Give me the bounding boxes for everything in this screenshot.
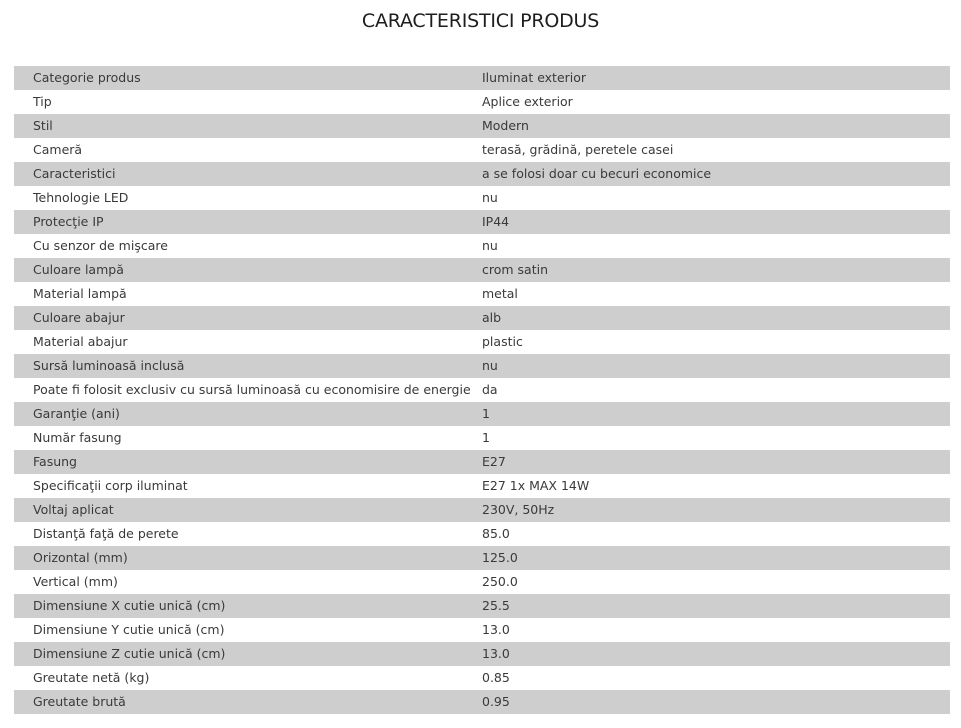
table-row	[14, 258, 950, 282]
table-row	[14, 90, 950, 114]
spec-value: terasă, grădină, peretele casei	[482, 142, 674, 157]
table-row	[14, 354, 950, 378]
spec-label: Cu senzor de mişcare	[33, 238, 168, 253]
spec-label: Culoare lampă	[33, 262, 124, 277]
table-row	[14, 378, 950, 402]
table-row	[14, 642, 950, 666]
spec-value: da	[482, 382, 498, 397]
table-row	[14, 186, 950, 210]
spec-label: Protecţie IP	[33, 214, 104, 229]
spec-label: Specificaţii corp iluminat	[33, 478, 188, 493]
spec-label: Sursă luminoasă inclusă	[33, 358, 185, 373]
spec-value: E27 1x MAX 14W	[482, 478, 590, 493]
spec-value: alb	[482, 310, 502, 325]
spec-label: Orizontal (mm)	[33, 550, 128, 565]
spec-value: 0.85	[482, 670, 510, 685]
spec-value: IP44	[482, 214, 510, 229]
table-row	[14, 162, 950, 186]
spec-value: 1	[482, 430, 490, 445]
table-row	[14, 330, 950, 354]
table-row	[14, 498, 950, 522]
spec-value: E27	[482, 454, 506, 469]
table-row	[14, 114, 950, 138]
table-row	[14, 474, 950, 498]
spec-label: Stil	[33, 118, 53, 133]
spec-label: Cameră	[33, 142, 83, 157]
spec-label: Poate fi folosit exclusiv cu sursă luminoasă cu economisire de energie	[33, 382, 471, 397]
spec-value: 230V, 50Hz	[482, 502, 555, 517]
spec-label: Greutate brută	[33, 694, 126, 709]
table-row	[14, 570, 950, 594]
spec-label: Categorie produs	[33, 70, 141, 85]
table-row	[14, 234, 950, 258]
table-row	[14, 690, 950, 714]
spec-label: Fasung	[33, 454, 77, 469]
table-row	[14, 594, 950, 618]
table-row	[14, 138, 950, 162]
spec-value: Aplice exterior	[482, 94, 573, 109]
spec-value: Iluminat exterior	[482, 70, 587, 85]
table-row	[14, 210, 950, 234]
specifications-table	[14, 66, 950, 714]
spec-label: Caracteristici	[33, 166, 116, 181]
spec-value: 25.5	[482, 598, 510, 613]
spec-value: a se folosi doar cu becuri economice	[482, 166, 712, 181]
spec-value: nu	[482, 190, 498, 205]
spec-value: metal	[482, 286, 518, 301]
spec-value: 85.0	[482, 526, 510, 541]
spec-value: 1	[482, 406, 490, 421]
spec-label: Dimensiune Y cutie unică (cm)	[33, 622, 225, 637]
spec-value: plastic	[482, 334, 523, 349]
spec-value: 13.0	[482, 622, 510, 637]
spec-label: Tehnologie LED	[33, 190, 129, 205]
spec-value: 250.0	[482, 574, 518, 589]
specifications-table-body	[14, 66, 950, 714]
spec-label: Dimensiune Z cutie unică (cm)	[33, 646, 226, 661]
spec-value: 125.0	[482, 550, 518, 565]
spec-label: Greutate netă (kg)	[33, 670, 150, 685]
table-row	[14, 666, 950, 690]
spec-label: Garanţie (ani)	[33, 406, 120, 421]
spec-label: Material abajur	[33, 334, 128, 349]
spec-label: Tip	[33, 94, 52, 109]
table-row	[14, 282, 950, 306]
table-row	[14, 402, 950, 426]
spec-label: Dimensiune X cutie unică (cm)	[33, 598, 226, 613]
spec-label: Distanţă faţă de perete	[33, 526, 179, 541]
table-row	[14, 66, 950, 90]
spec-value: crom satin	[482, 262, 549, 277]
spec-value: nu	[482, 358, 498, 373]
page-title: CARACTERISTICI PRODUS	[361, 10, 600, 32]
table-row	[14, 618, 950, 642]
spec-label: Material lampă	[33, 286, 127, 301]
spec-value: Modern	[482, 118, 529, 133]
spec-label: Vertical (mm)	[33, 574, 118, 589]
spec-label: Voltaj aplicat	[33, 502, 114, 517]
table-row	[14, 546, 950, 570]
spec-value: 13.0	[482, 646, 510, 661]
table-row	[14, 450, 950, 474]
spec-value: nu	[482, 238, 498, 253]
spec-label: Culoare abajur	[33, 310, 125, 325]
table-row	[14, 522, 950, 546]
spec-label: Număr fasung	[33, 430, 122, 445]
spec-value: 0.95	[482, 694, 510, 709]
table-row	[14, 306, 950, 330]
table-row	[14, 426, 950, 450]
